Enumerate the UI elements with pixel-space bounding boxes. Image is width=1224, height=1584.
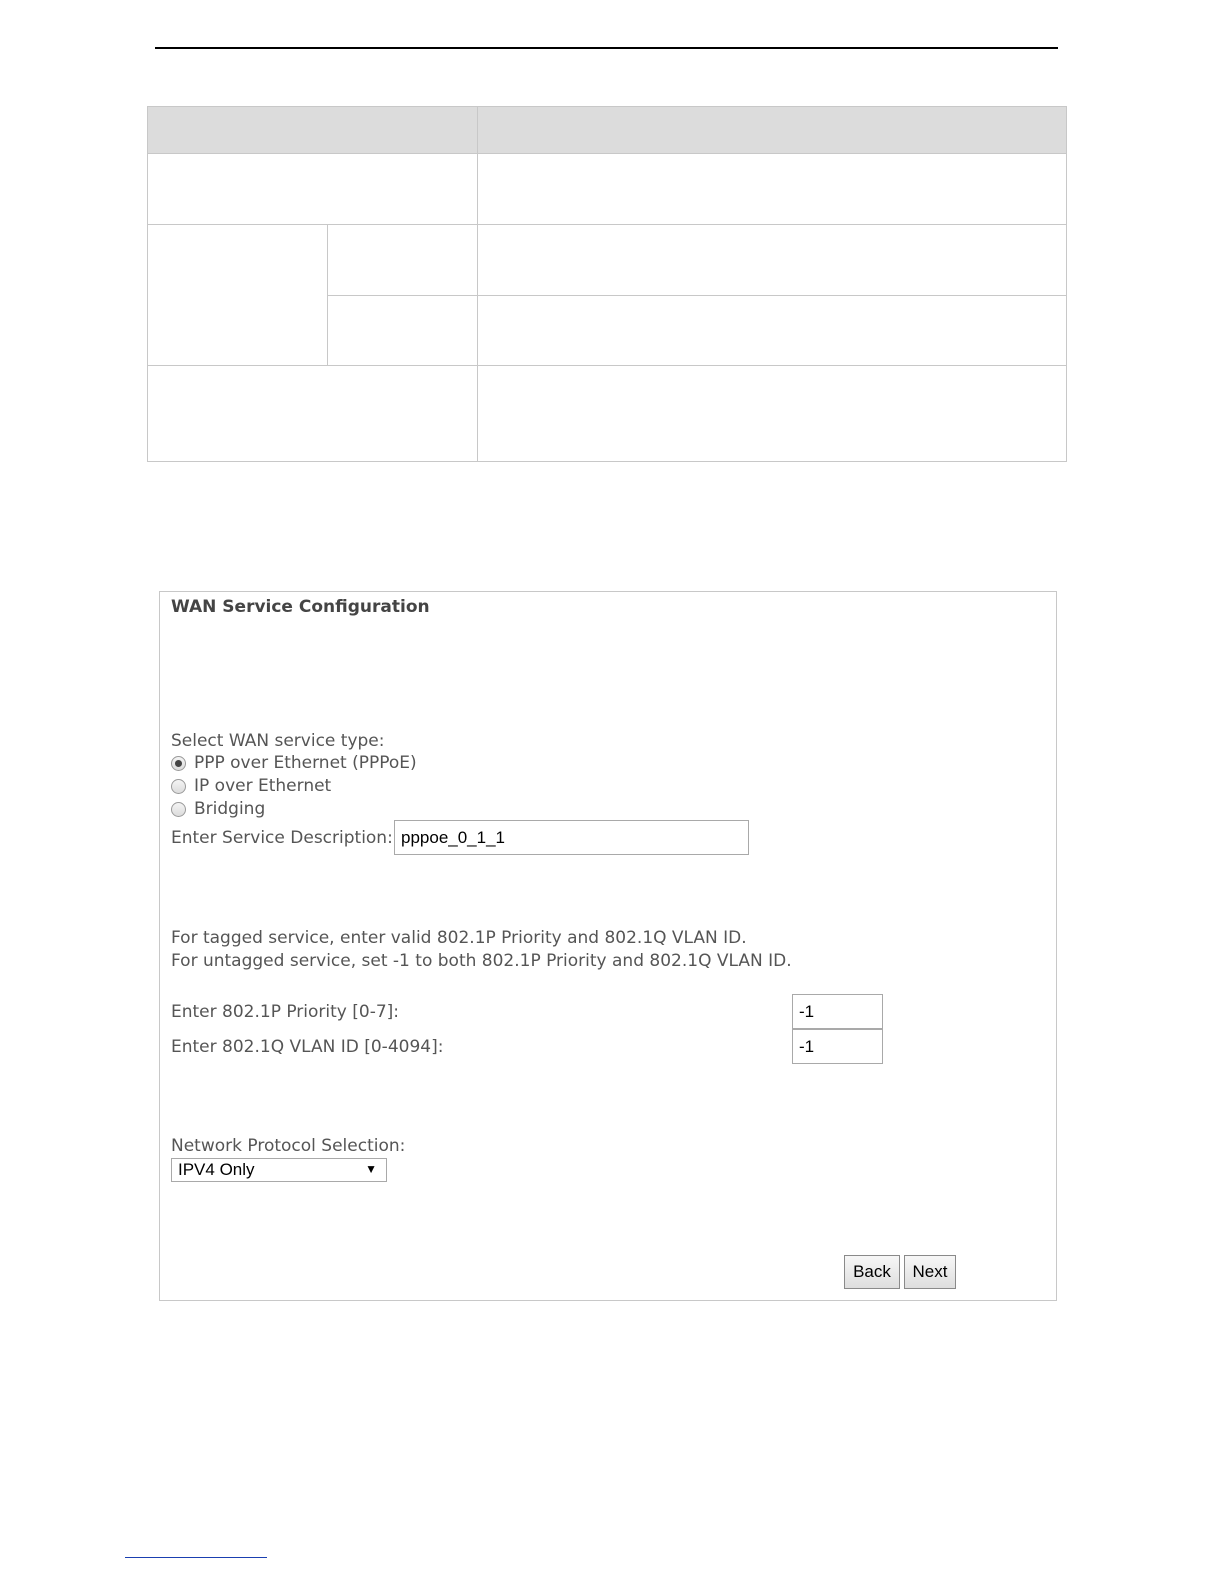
radio-label: IP over Ethernet: [194, 776, 332, 796]
description-label: Enter Service Description:: [171, 828, 393, 848]
protocol-selected-value: IPV4 Only: [178, 1160, 255, 1179]
table-cell: [478, 154, 1067, 225]
table-cell: [148, 366, 478, 462]
header-rule: [155, 47, 1058, 49]
table-cell: [148, 154, 478, 225]
table-cell: [328, 225, 478, 296]
vlan-id-input[interactable]: -1: [792, 1029, 883, 1064]
table-header-cell: [478, 107, 1067, 154]
priority-label: Enter 802.1P Priority [0-7]:: [171, 1002, 400, 1022]
table-row: [148, 154, 1067, 225]
next-button[interactable]: Next: [904, 1255, 956, 1289]
radio-button-icon[interactable]: [171, 802, 186, 817]
table-header-row: [148, 107, 1067, 154]
table-cell: [478, 296, 1067, 366]
untagged-note: For untagged service, set -1 to both 802.1P Priority and 802.1Q VLAN ID.: [171, 951, 792, 971]
radio-pppoe[interactable]: [171, 753, 417, 773]
table-cell: [328, 296, 478, 366]
table-cell: [478, 366, 1067, 462]
radio-button-icon[interactable]: [171, 779, 186, 794]
panel-title: WAN Service Configuration: [171, 597, 430, 617]
footer-link-underline[interactable]: [125, 1557, 267, 1558]
vlan-label: Enter 802.1Q VLAN ID [0-4094]:: [171, 1037, 444, 1057]
parameter-table: [147, 106, 1067, 462]
tagged-note: For tagged service, enter valid 802.1P Priority and 802.1Q VLAN ID.: [171, 928, 747, 948]
table-row: [148, 366, 1067, 462]
radio-label: Bridging: [194, 799, 266, 819]
service-description-input[interactable]: pppoe_0_1_1: [394, 820, 749, 855]
wan-service-panel: [159, 591, 1057, 1301]
table-row: [148, 225, 1067, 296]
priority-input[interactable]: -1: [792, 994, 883, 1029]
radio-label: PPP over Ethernet (PPPoE): [194, 753, 417, 773]
service-type-label: Select WAN service type:: [171, 731, 385, 751]
table-header-cell: [148, 107, 478, 154]
protocol-select[interactable]: [171, 1158, 387, 1182]
table-cell: [478, 225, 1067, 296]
protocol-label: Network Protocol Selection:: [171, 1136, 406, 1156]
radio-ipoe[interactable]: [171, 776, 331, 796]
radio-bridging[interactable]: [171, 799, 265, 819]
table-cell: [148, 225, 328, 366]
back-button[interactable]: Back: [844, 1255, 900, 1289]
radio-button-icon[interactable]: [171, 756, 186, 771]
dropdown-arrow-icon[interactable]: ▼: [365, 1162, 377, 1176]
